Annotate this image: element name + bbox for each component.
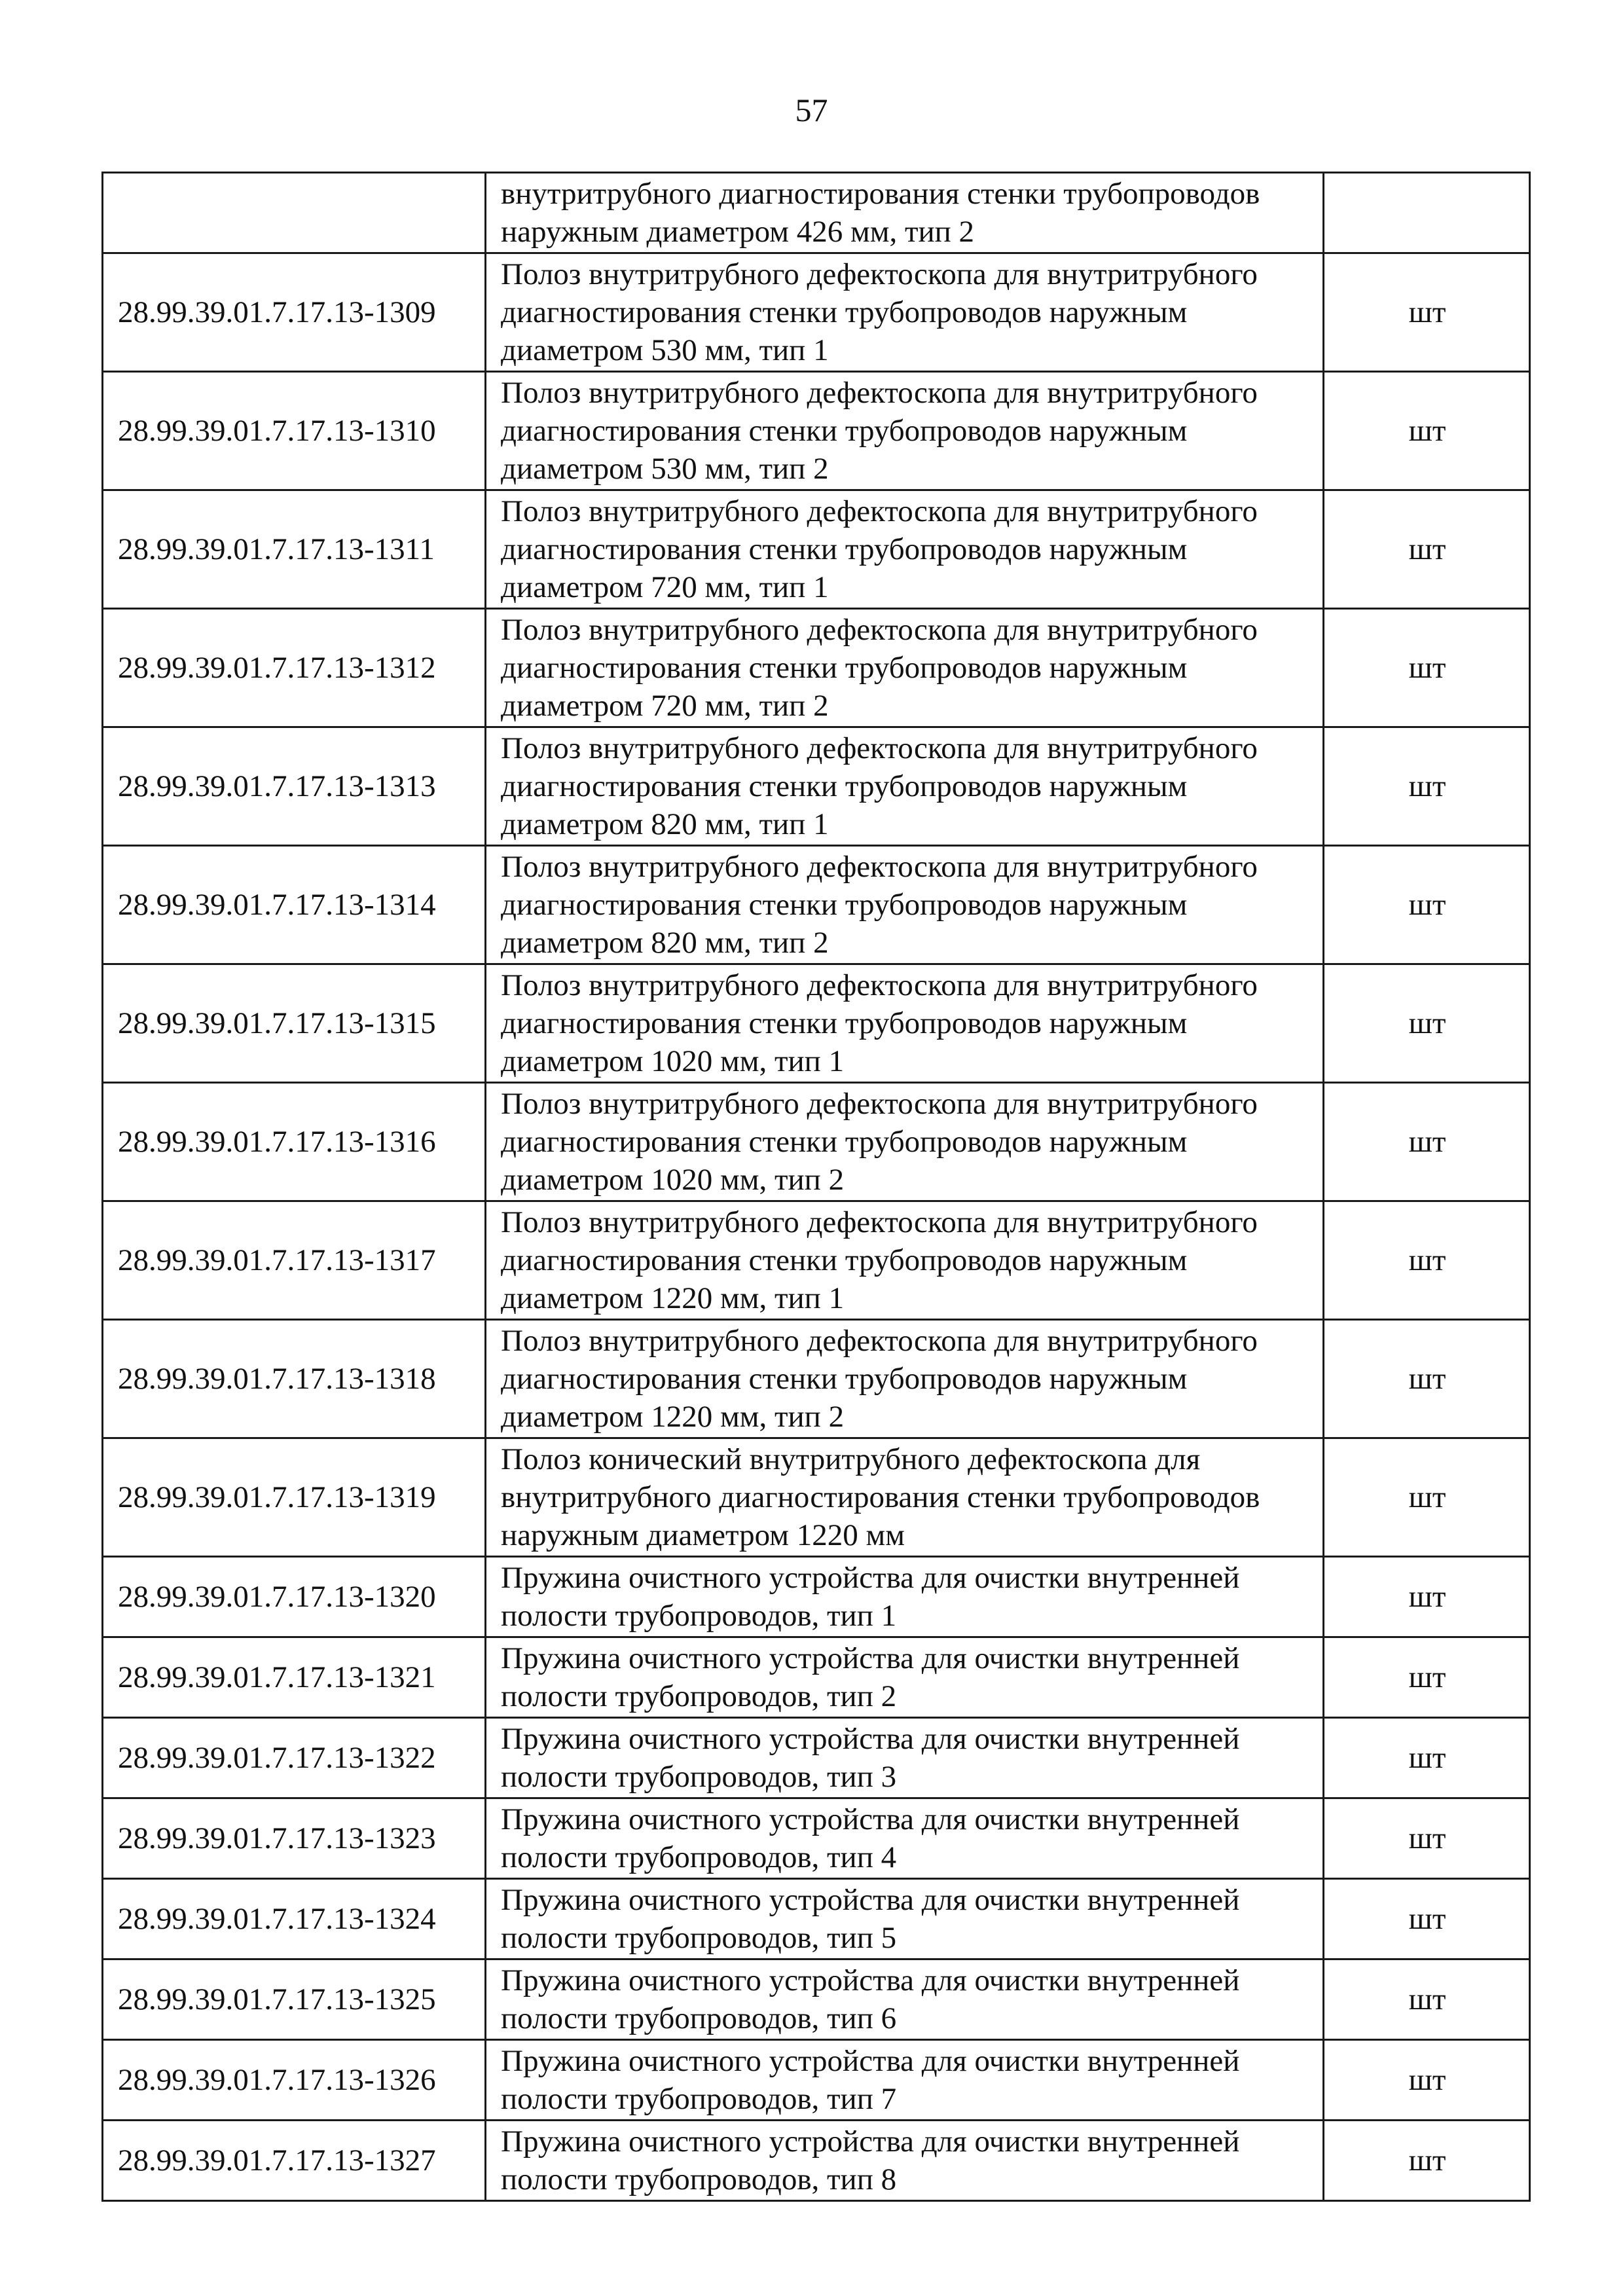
table-row (103, 1798, 1530, 1879)
table-row (103, 2040, 1530, 2121)
item-name-cell: Полоз внутритрубного дефектоскопа для внутритрубного диагностирования стенки трубопроводов наружным диаметром 1220 мм, тип 1 (486, 1201, 1324, 1320)
item-code-cell: 28.99.39.01.7.17.13-1317 (103, 1201, 486, 1320)
item-unit-cell: шт (1324, 1083, 1530, 1201)
item-code-cell: 28.99.39.01.7.17.13-1319 (103, 1438, 486, 1557)
item-unit-cell: шт (1324, 1718, 1530, 1798)
item-name-cell: Пружина очистного устройства для очистки внутренней полости трубопроводов, тип 3 (486, 1718, 1324, 1798)
item-code-cell: 28.99.39.01.7.17.13-1322 (103, 1718, 486, 1798)
item-unit-cell: шт (1324, 846, 1530, 964)
item-code-cell: 28.99.39.01.7.17.13-1324 (103, 1879, 486, 1959)
item-name-cell: Пружина очистного устройства для очистки внутренней полости трубопроводов, тип 4 (486, 1798, 1324, 1879)
item-name-cell: Полоз конический внутритрубного дефектоскопа для внутритрубного диагностирования стенки трубопроводов наружным диаметром 1220 мм (486, 1438, 1324, 1557)
item-name-cell: Полоз внутритрубного дефектоскопа для внутритрубного диагностирования стенки трубопроводов наружным диаметром 1020 мм, тип 1 (486, 964, 1324, 1083)
item-unit-cell: шт (1324, 964, 1530, 1083)
table-row (103, 1557, 1530, 1637)
item-unit-cell (1324, 173, 1530, 253)
item-code-cell (103, 173, 486, 253)
item-name-cell: Полоз внутритрубного дефектоскопа для внутритрубного диагностирования стенки трубопроводов наружным диаметром 1220 мм, тип 2 (486, 1320, 1324, 1438)
item-name-cell: внутритрубного диагностирования стенки трубопроводов наружным диаметром 426 мм, тип 2 (486, 173, 1324, 253)
item-unit-cell: шт (1324, 2040, 1530, 2121)
item-name-cell: Полоз внутритрубного дефектоскопа для внутритрубного диагностирования стенки трубопроводов наружным диаметром 820 мм, тип 1 (486, 727, 1324, 846)
table-row (103, 609, 1530, 727)
item-unit-cell: шт (1324, 1637, 1530, 1718)
item-code-cell: 28.99.39.01.7.17.13-1318 (103, 1320, 486, 1438)
item-name-cell: Пружина очистного устройства для очистки внутренней полости трубопроводов, тип 2 (486, 1637, 1324, 1718)
items-table (101, 172, 1531, 2202)
item-name-cell: Полоз внутритрубного дефектоскопа для внутритрубного диагностирования стенки трубопроводов наружным диаметром 720 мм, тип 1 (486, 490, 1324, 609)
item-unit-cell: шт (1324, 372, 1530, 490)
item-code-cell: 28.99.39.01.7.17.13-1315 (103, 964, 486, 1083)
item-unit-cell: шт (1324, 1320, 1530, 1438)
item-code-cell: 28.99.39.01.7.17.13-1309 (103, 253, 486, 372)
table-row (103, 2121, 1530, 2201)
item-code-cell: 28.99.39.01.7.17.13-1310 (103, 372, 486, 490)
table-row (103, 490, 1530, 609)
table-row (103, 372, 1530, 490)
item-name-cell: Полоз внутритрубного дефектоскопа для внутритрубного диагностирования стенки трубопроводов наружным диаметром 720 мм, тип 2 (486, 609, 1324, 727)
item-unit-cell: шт (1324, 490, 1530, 609)
item-name-cell: Пружина очистного устройства для очистки внутренней полости трубопроводов, тип 5 (486, 1879, 1324, 1959)
table-row (103, 964, 1530, 1083)
item-unit-cell: шт (1324, 1959, 1530, 2040)
item-unit-cell: шт (1324, 1798, 1530, 1879)
item-name-cell: Полоз внутритрубного дефектоскопа для внутритрубного диагностирования стенки трубопроводов наружным диаметром 820 мм, тип 2 (486, 846, 1324, 964)
item-code-cell: 28.99.39.01.7.17.13-1316 (103, 1083, 486, 1201)
item-name-cell: Полоз внутритрубного дефектоскопа для внутритрубного диагностирования стенки трубопроводов наружным диаметром 530 мм, тип 2 (486, 372, 1324, 490)
item-code-cell: 28.99.39.01.7.17.13-1326 (103, 2040, 486, 2121)
item-name-cell: Пружина очистного устройства для очистки внутренней полости трубопроводов, тип 1 (486, 1557, 1324, 1637)
item-name-cell: Пружина очистного устройства для очистки внутренней полости трубопроводов, тип 8 (486, 2121, 1324, 2201)
item-unit-cell: шт (1324, 1557, 1530, 1637)
table-row (103, 1320, 1530, 1438)
item-unit-cell: шт (1324, 1201, 1530, 1320)
table-row (103, 253, 1530, 372)
table-row (103, 846, 1530, 964)
item-code-cell: 28.99.39.01.7.17.13-1327 (103, 2121, 486, 2201)
item-name-cell: Полоз внутритрубного дефектоскопа для внутритрубного диагностирования стенки трубопроводов наружным диаметром 1020 мм, тип 2 (486, 1083, 1324, 1201)
table-row (103, 1879, 1530, 1959)
item-name-cell: Полоз внутритрубного дефектоскопа для внутритрубного диагностирования стенки трубопроводов наружным диаметром 530 мм, тип 1 (486, 253, 1324, 372)
item-unit-cell: шт (1324, 2121, 1530, 2201)
item-unit-cell: шт (1324, 609, 1530, 727)
table-row (103, 1637, 1530, 1718)
item-code-cell: 28.99.39.01.7.17.13-1325 (103, 1959, 486, 2040)
item-unit-cell: шт (1324, 253, 1530, 372)
item-code-cell: 28.99.39.01.7.17.13-1312 (103, 609, 486, 727)
item-code-cell: 28.99.39.01.7.17.13-1320 (103, 1557, 486, 1637)
table-row (103, 1083, 1530, 1201)
item-unit-cell: шт (1324, 727, 1530, 846)
item-unit-cell: шт (1324, 1879, 1530, 1959)
item-code-cell: 28.99.39.01.7.17.13-1321 (103, 1637, 486, 1718)
table-row (103, 173, 1530, 253)
item-code-cell: 28.99.39.01.7.17.13-1313 (103, 727, 486, 846)
table-row (103, 1201, 1530, 1320)
table-row (103, 1438, 1530, 1557)
page-number: 57 (795, 92, 828, 128)
item-code-cell: 28.99.39.01.7.17.13-1314 (103, 846, 486, 964)
items-table-body (103, 173, 1530, 2201)
table-row (103, 1959, 1530, 2040)
item-code-cell: 28.99.39.01.7.17.13-1311 (103, 490, 486, 609)
item-unit-cell: шт (1324, 1438, 1530, 1557)
item-code-cell: 28.99.39.01.7.17.13-1323 (103, 1798, 486, 1879)
table-row (103, 1718, 1530, 1798)
item-name-cell: Пружина очистного устройства для очистки внутренней полости трубопроводов, тип 7 (486, 2040, 1324, 2121)
table-row (103, 727, 1530, 846)
item-name-cell: Пружина очистного устройства для очистки внутренней полости трубопроводов, тип 6 (486, 1959, 1324, 2040)
